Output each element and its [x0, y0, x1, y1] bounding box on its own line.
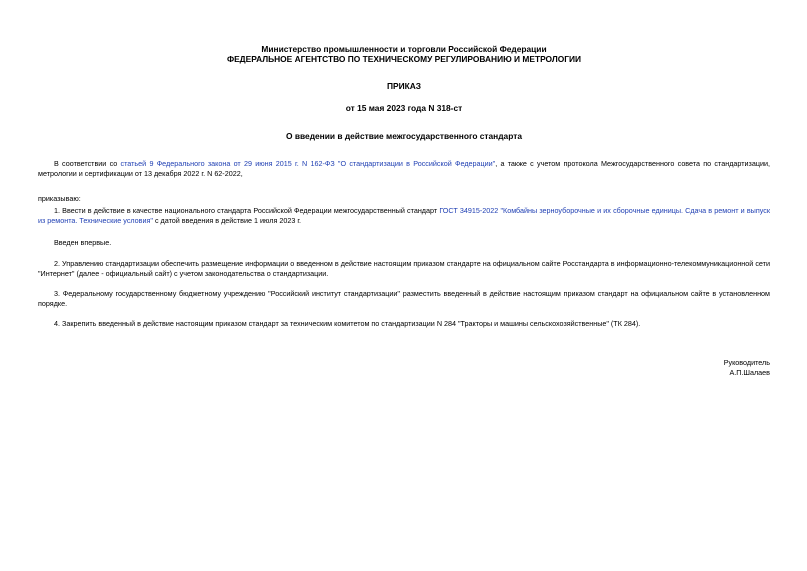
intro-suffix: , а также с учетом протокола Межгосударственного совета по стандартизации, метрологии и сертификации от 13 декабря 2022 г. N 62-2022,	[38, 159, 770, 178]
introduced-first-note: Введен впервые.	[54, 238, 112, 247]
item-1-paragraph	[38, 206, 770, 226]
intro-paragraph	[38, 159, 770, 179]
order-date: от 15 мая 2023 года N 318-ст	[345, 103, 463, 113]
document-page	[38, 44, 770, 378]
item-1-suffix: с датой введения в действие 1 июля 2023 г.	[152, 216, 302, 225]
federal-law-link[interactable]: статьей 9 Федерального закона от 29 июня 2015 г. N 162-ФЗ "О стандартизации в Российской Федерации"	[120, 159, 496, 168]
item-1-prefix: 1. Ввести в действие в качестве национального стандарта Российской Федерации межгосударственный стандарт	[54, 206, 440, 215]
item-4-paragraph: 4. Закрепить введенный в действие настоящим приказом стандарт за техническим комитетом по стандартизации N 284 "Тракторы и машины сельскохозяйственные" (ТК 284).	[54, 319, 641, 328]
gost-link[interactable]: ГОСТ 34915-2022 "Комбайны зерноуборочные и их сборочные единицы. Сдача в ремонт и выпуск из ремонта. Технические условия"	[38, 206, 770, 225]
order-label: приказываю:	[38, 194, 81, 203]
order-title: О введении в действие межгосударственного стандарта	[286, 131, 522, 141]
order-heading: ПРИКАЗ	[386, 81, 422, 91]
agency-name: ФЕДЕРАЛЬНОЕ АГЕНТСТВО ПО ТЕХНИЧЕСКОМУ РЕГУЛИРОВАНИЮ И МЕТРОЛОГИИ	[226, 54, 582, 64]
signature-position: Руководитель	[723, 358, 770, 367]
item-3-paragraph: 3. Федеральному государственному бюджетному учреждению "Российский институт стандартизации" разместить введенный в действие настоящим приказом стандарт на официальном сайте в установленном порядке.	[38, 289, 770, 308]
signature-name: А.П.Шалаев	[729, 368, 770, 377]
item-2-paragraph: 2. Управлению стандартизации обеспечить размещение информации о введенном в действие настоящим приказом стандарте на официальном сайте Росстандарта в информационно-телекоммуникационной сети "Интернет" (далее - официальный сайт) с учетом законодательства о стандартизации.	[38, 259, 770, 278]
ministry-name: Министерство промышленности и торговли Российской Федерации	[261, 44, 547, 54]
signature-block	[38, 358, 770, 378]
intro-prefix: В соответствии со	[54, 159, 121, 168]
